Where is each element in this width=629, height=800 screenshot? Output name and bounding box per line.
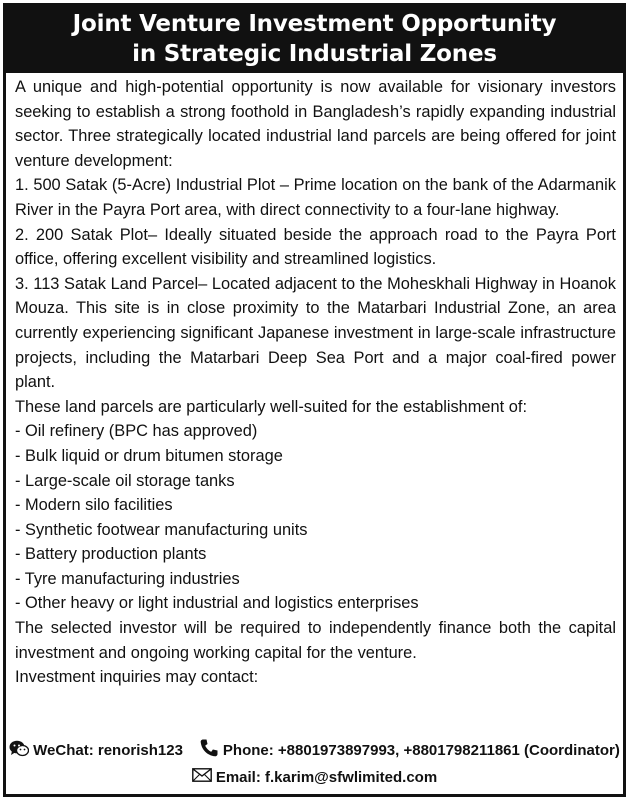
contact-block (6, 738, 623, 786)
use-item: - Synthetic footwear manufacturing units (15, 520, 308, 539)
finance-note: The selected investor will be required to independently finance both the capital investment and ongoing working capital for the venture. (15, 619, 616, 662)
ad-body (6, 73, 623, 690)
inquiry-line: Investment inquiries may contact: (15, 668, 259, 687)
envelope-icon (192, 768, 212, 786)
parcel-item-1: 1. 500 Satak (5-Acre) Industrial Plot – Prime location on the bank of the Adarmanik River in the Payra Port area, with direct connectivity to a four-lane highway. (15, 176, 616, 219)
use-item: - Oil refinery (BPC has approved) (15, 422, 258, 441)
wechat-icon (9, 740, 29, 761)
use-item: - Bulk liquid or drum bitumen storage (15, 446, 283, 465)
intro-paragraph: A unique and high-potential opportunity is now available for visionary investors seeking to establish a strong foothold in Bangladesh’s rapidly expanding industrial sector. Three strategically located industrial land parcels are being offered for joint venture development: (15, 78, 616, 170)
headline-line-2: in Strategic Industrial Zones (132, 41, 497, 67)
use-item: - Tyre manufacturing industries (15, 569, 240, 588)
use-item: - Large-scale oil storage tanks (15, 471, 235, 490)
headline-banner (6, 6, 623, 73)
email-address[interactable]: Email: f.karim@sfwlimited.com (215, 768, 438, 786)
phone-numbers[interactable]: Phone: +8801973897993, +8801798211861 (Coordinator) (222, 741, 620, 759)
suited-intro: These land parcels are particularly well-suited for the establishment of: (15, 397, 527, 416)
parcel-item-2: 2. 200 Satak Plot– Ideally situated beside the approach road to the Payra Port office, offering excellent visibility and streamlined logistics. (15, 225, 616, 269)
use-item: - Modern silo facilities (15, 496, 173, 515)
phone-icon (199, 738, 219, 762)
headline-line-1: Joint Venture Investment Opportunity (72, 11, 557, 37)
parcel-item-3: 3. 113 Satak Land Parcel– Located adjacent to the Moheskhali Highway in Hoanok Mouza. This site is in close proximity to the Matarbari Industrial Zone, an area currently experiencing significant Japanese investment in large-scale infrastructure projects, including the Matarbari Deep Sea Port and a major coal-fired power plant. (15, 274, 616, 392)
advertisement (3, 3, 626, 797)
use-item: - Other heavy or light industrial and logistics enterprises (15, 594, 419, 613)
wechat-id: WeChat: renorish123 (33, 741, 183, 759)
use-item: - Battery production plants (15, 545, 207, 564)
